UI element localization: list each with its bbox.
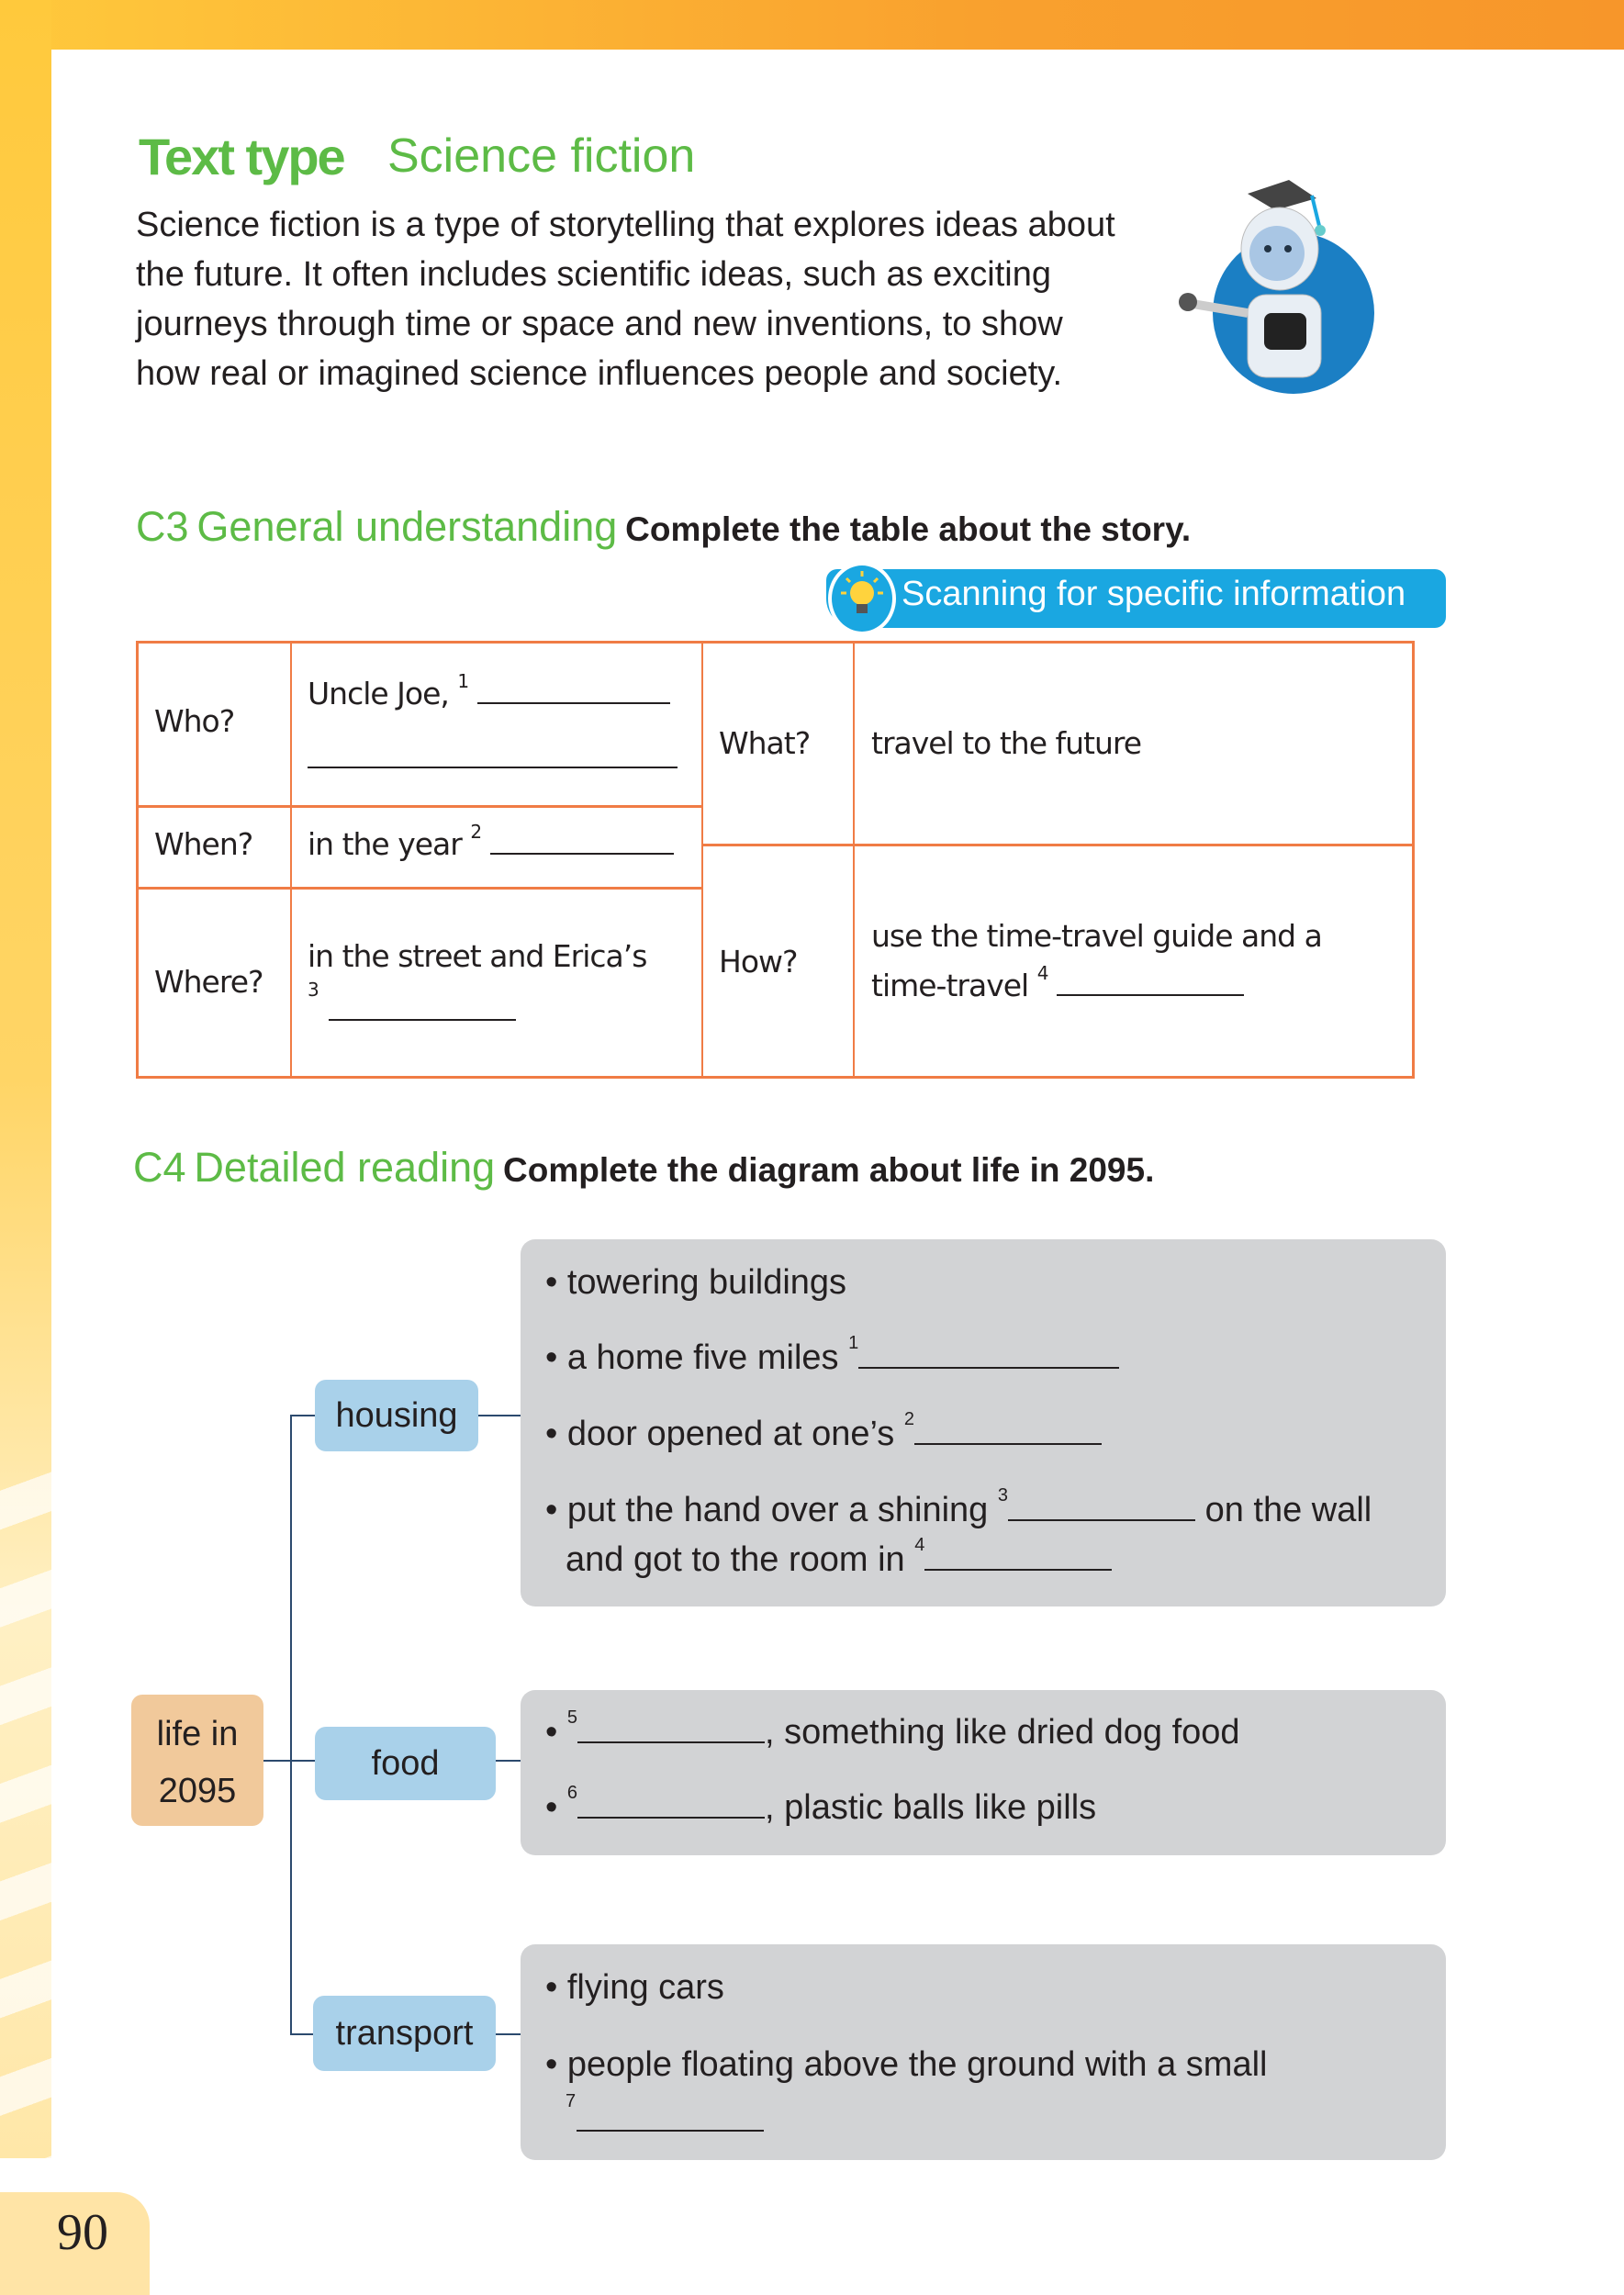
- diagram-blank-1[interactable]: [858, 1367, 1119, 1369]
- connector-line: [496, 1760, 521, 1762]
- answer-blank-1-cont[interactable]: [308, 767, 678, 768]
- housing-item: [545, 1485, 1372, 1530]
- where-label: Where?: [154, 964, 263, 1000]
- diagram-blank-5[interactable]: [577, 1741, 765, 1743]
- item-text: • door opened at one’s: [545, 1415, 895, 1453]
- blank-number: 1: [457, 670, 469, 692]
- how-label: How?: [719, 944, 798, 980]
- blank-number: 4: [914, 1535, 925, 1555]
- blank-number: 3: [997, 1485, 1008, 1506]
- item-text: • put the hand over a shining: [545, 1491, 989, 1529]
- connector-line: [290, 2033, 315, 2035]
- intro-line: Science fiction is a type of storytelling that explores ideas about: [136, 206, 1115, 244]
- when-value: [308, 821, 674, 862]
- blank-number: 7: [566, 2091, 577, 2111]
- bullet: •: [545, 1788, 558, 1827]
- c3-instruction: Complete the table about the story.: [625, 510, 1192, 548]
- who-value: [308, 670, 670, 711]
- who-text: Uncle Joe,: [308, 676, 449, 711]
- diagram-blank-4[interactable]: [924, 1569, 1112, 1571]
- blank-number: 5: [566, 1707, 577, 1728]
- blank-number: 2: [903, 1409, 914, 1429]
- connector-line: [290, 1415, 315, 1416]
- transport-item: • flying cars: [545, 1968, 724, 2007]
- root-line: 2095: [158, 1772, 237, 1810]
- diagram-blank-7[interactable]: [577, 2130, 764, 2132]
- what-value: travel to the future: [871, 725, 1142, 761]
- connector-line: [263, 1760, 315, 1762]
- root-line: life in: [156, 1715, 239, 1753]
- diagram-blank-2[interactable]: [914, 1443, 1102, 1445]
- c4-title: Detailed reading: [194, 1144, 496, 1191]
- answer-blank-2[interactable]: [490, 853, 674, 855]
- bullet: •: [545, 1713, 558, 1752]
- item-text: on the wall: [1204, 1491, 1372, 1529]
- connector-line: [496, 2033, 521, 2035]
- diagram-blank-6[interactable]: [577, 1817, 765, 1819]
- food-node: food: [315, 1727, 496, 1800]
- root-node: [131, 1695, 263, 1826]
- where-value: in the street and Erica’s: [308, 938, 647, 974]
- c4-instruction: Complete the diagram about life in 2095.: [503, 1151, 1155, 1189]
- blank-number: 6: [566, 1783, 577, 1803]
- intro-line: the future. It often includes scientific ideas, such as exciting: [136, 255, 1051, 294]
- diagram-blank-3[interactable]: [1008, 1519, 1195, 1521]
- c4-heading: [133, 1144, 1154, 1192]
- text-type-label: Text type: [139, 128, 344, 185]
- blank-number: 2: [470, 821, 482, 843]
- answer-blank-1[interactable]: [477, 702, 670, 704]
- housing-item: [545, 1409, 1102, 1454]
- item-text: , plastic balls like pills: [765, 1788, 1097, 1827]
- story-table: [136, 641, 1415, 1079]
- item-text: • a home five miles: [545, 1338, 839, 1377]
- c4-number: C4: [133, 1144, 186, 1191]
- tip-badge: Scanning for specific information: [826, 569, 1446, 628]
- blank-number: 4: [1036, 962, 1048, 984]
- housing-node: housing: [315, 1380, 478, 1451]
- blank-number: 3: [308, 979, 319, 1001]
- c3-title: General understanding: [196, 503, 618, 550]
- housing-item-cont: [566, 1535, 1112, 1580]
- housing-item: • towering buildings: [545, 1263, 847, 1302]
- answer-blank-3[interactable]: [329, 1019, 516, 1021]
- blank-number: 1: [848, 1333, 859, 1353]
- item-text: , something like dried dog food: [765, 1713, 1240, 1752]
- what-label: What?: [719, 725, 811, 761]
- c3-number: C3: [136, 503, 189, 550]
- robot-mascot-illustration: [1156, 175, 1385, 396]
- connector-line: [478, 1415, 521, 1416]
- when-label: When?: [154, 826, 253, 862]
- who-label: Who?: [154, 703, 235, 739]
- text-type-genre: Science fiction: [387, 129, 696, 183]
- how-value-line1: use the time-travel guide and a: [871, 918, 1322, 954]
- intro-line: how real or imagined science influences people and society.: [136, 354, 1063, 393]
- page-number: 90: [0, 2192, 150, 2295]
- food-item: [545, 1783, 1097, 1828]
- housing-item: [545, 1333, 1119, 1378]
- intro-line: journeys through time or space and new inventions, to show: [136, 305, 1063, 343]
- margin-stripes: [0, 1432, 51, 2158]
- transport-item: • people floating above the ground with a small: [545, 2045, 1268, 2084]
- connector-line: [290, 1415, 292, 2035]
- when-text: in the year: [308, 826, 462, 862]
- top-banner: [0, 0, 1624, 50]
- how-text: time-travel: [871, 968, 1029, 1003]
- how-value-line2: [871, 962, 1244, 1003]
- transport-node: transport: [313, 1996, 496, 2071]
- item-text: and got to the room in: [566, 1540, 905, 1579]
- answer-blank-4[interactable]: [1057, 994, 1244, 996]
- c3-heading: [136, 503, 1191, 551]
- lightbulb-icon: [828, 562, 896, 635]
- food-item: [545, 1707, 1240, 1752]
